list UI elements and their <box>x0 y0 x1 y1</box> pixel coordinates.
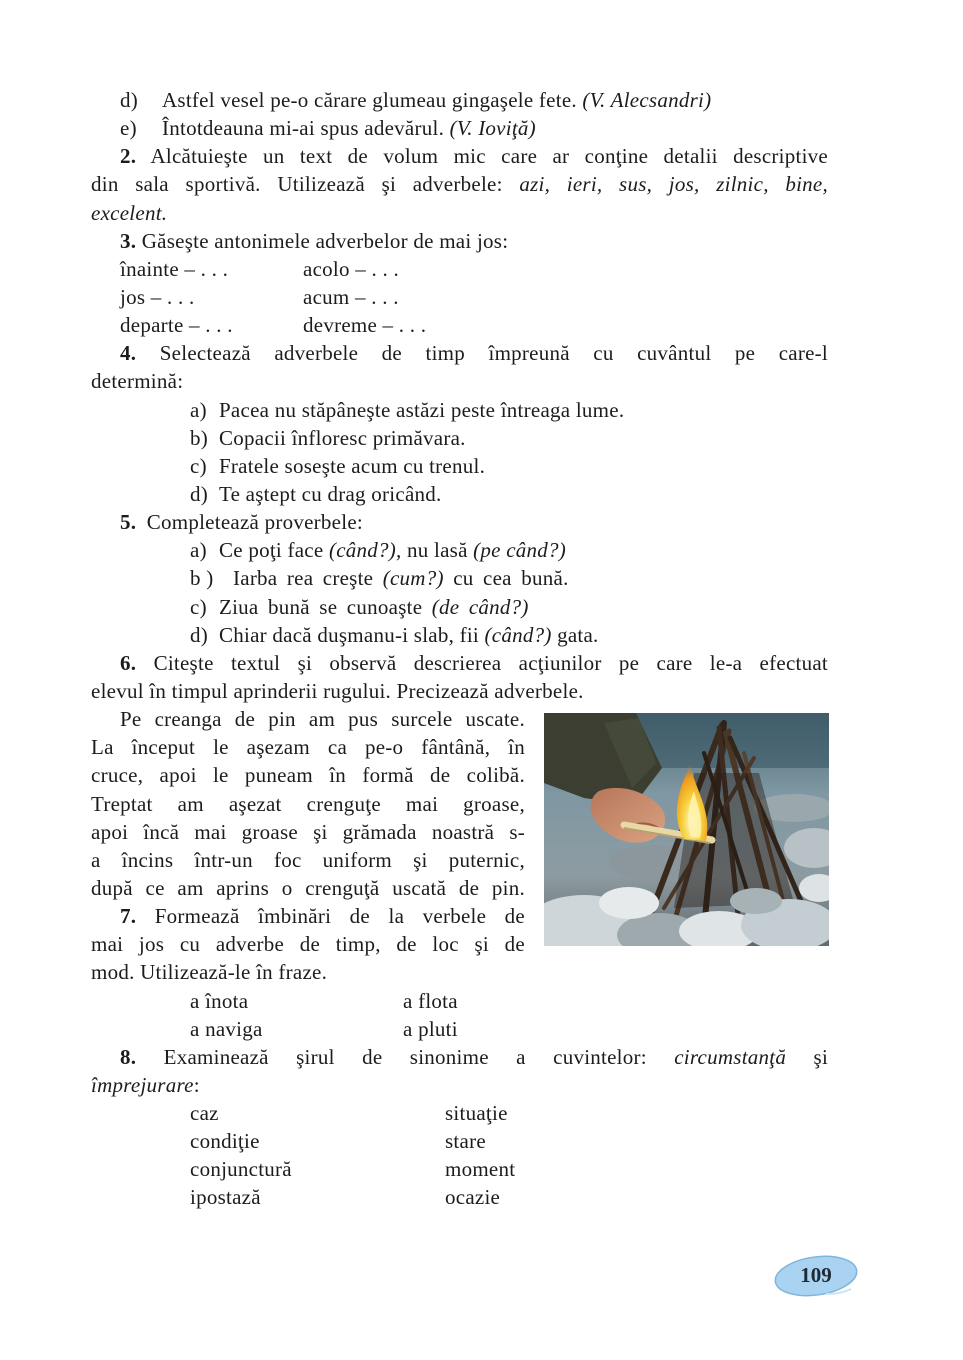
exercise-3-line-1 <box>91 227 828 255</box>
exercise-text: Formează îmbinări de la verbele de <box>154 904 526 929</box>
exercise-4-item-b <box>91 424 828 452</box>
passage-line: Pe creanga de pin am pus surcele uscate. <box>120 707 525 732</box>
sentence-source: (V. Alecsandri) <box>582 88 712 112</box>
item-sentence: Pacea nu stăpâneşte astăzi peste întreaga lume. <box>219 397 625 422</box>
synonym-row <box>91 1155 828 1183</box>
proverb-a <box>91 536 828 564</box>
synonym-row <box>91 1183 828 1211</box>
proverb-part: nu lasă <box>407 538 468 563</box>
exercise-7-line-2 <box>91 930 525 958</box>
campfire-photo <box>544 713 829 946</box>
item-sentence <box>162 86 711 114</box>
proverb-part: Iarba rea creşte <box>233 566 374 591</box>
item-letter: a) <box>190 538 207 563</box>
proverb-d <box>91 621 828 649</box>
exercise-4-item-a <box>91 396 828 424</box>
proverb-question: (cum?) <box>382 566 444 591</box>
proverb-b <box>91 564 828 592</box>
proverb-text <box>219 593 529 621</box>
exercise-text: Citeşte textul şi observă descrierea acţiunilor pe care le-a efectuat <box>153 650 828 675</box>
exercise-number: 5. <box>120 510 137 535</box>
synonym-right: stare <box>445 1129 486 1154</box>
exercise-text: elevul în timpul aprinderii rugului. Precizează adverbele. <box>91 678 584 703</box>
exercise-text: Completează proverbele: <box>146 510 363 535</box>
exercise-text: mai jos cu adverbe de timp, de loc şi de <box>91 932 525 957</box>
exercise-number: 6. <box>120 650 137 675</box>
synonym-left: conjunctură <box>190 1157 292 1182</box>
item-sentence <box>162 114 536 142</box>
synonym-left: caz <box>190 1101 219 1126</box>
synonym-right: moment <box>445 1157 516 1182</box>
item-sentence: Te aştept cu drag oricând. <box>219 481 442 506</box>
exercise-1-item-d <box>91 86 828 114</box>
passage-line: apoi încă mai groase şi grămada noastră s- <box>91 819 525 844</box>
exercise-text: din sala sportivă. Utilizează şi adverbele: <box>91 172 503 197</box>
antonym-right: acolo – . . . <box>303 256 399 281</box>
verb-row <box>91 1015 828 1043</box>
exercise-number: 3. <box>120 228 137 253</box>
synonym-right: ocazie <box>445 1185 501 1210</box>
exercise-4-line-1 <box>91 339 828 367</box>
exercise-text: mod. Utilizează-le în fraze. <box>91 960 328 985</box>
proverb-text <box>233 564 569 592</box>
exercise-1-item-e <box>91 114 828 142</box>
exercise-number: 2. <box>120 144 137 169</box>
adverb-list: excelent. <box>91 200 168 225</box>
exercise-number: 7. <box>120 904 137 929</box>
antonym-right: devreme – . . . <box>303 313 427 338</box>
page-number-badge <box>771 1252 861 1300</box>
exercise-5-line-1 <box>91 508 828 536</box>
item-sentence: Fratele soseşte acum cu trenul. <box>219 453 486 478</box>
exercise-number: 8. <box>120 1044 137 1069</box>
exercise-number: 4. <box>120 341 137 366</box>
item-letter: d) <box>190 622 208 647</box>
exercise-2-line-2 <box>91 170 828 198</box>
proverb-question: (când?), <box>328 538 402 563</box>
passage-line: La început le aşezam ca pe-o fântână, în <box>91 735 525 760</box>
antonym-row <box>91 255 828 283</box>
exercise-text: Selectează adverbele de timp împreună cu cuvântul pe care-l <box>159 341 828 366</box>
proverb-question: (de când?) <box>431 594 529 619</box>
synonym-left: ipostază <box>190 1185 261 1210</box>
adverb-list: azi, ieri, sus, jos, zilnic, bine, <box>519 172 828 197</box>
proverb-c <box>91 593 828 621</box>
passage-line: cruce, apoi le puneam în formă de colibă. <box>91 763 525 788</box>
exercise-4-item-c <box>91 452 828 480</box>
exercise-2-line-3 <box>91 199 828 227</box>
proverb-text <box>219 536 566 564</box>
proverb-part: cu cea bună. <box>453 566 569 591</box>
item-letter: c) <box>190 453 207 478</box>
exercise-4-line-2 <box>91 367 828 395</box>
exercise-6-line-1 <box>91 649 828 677</box>
keyword: împrejurare <box>91 1072 194 1097</box>
conjunction: şi <box>813 1044 829 1069</box>
item-letter: a) <box>190 397 207 422</box>
keyword: circumstanţă <box>674 1044 787 1069</box>
colon: : <box>193 1072 200 1097</box>
antonym-row <box>91 311 828 339</box>
verb-row <box>91 987 828 1015</box>
sentence-text: Astfel vesel pe-o cărare glumeau gingaşele fete. <box>162 88 577 112</box>
verb-left: a înota <box>190 988 249 1013</box>
item-letter: e) <box>120 116 137 141</box>
proverb-part: gata. <box>557 622 599 647</box>
campfire-illustration <box>544 713 829 946</box>
sentence-text: Întotdeauna mi-ai spus adevărul. <box>162 116 445 141</box>
exercise-4-item-d <box>91 480 828 508</box>
antonym-left: departe – . . . <box>120 313 233 338</box>
page-text <box>91 86 828 1212</box>
synonym-right: situaţie <box>445 1101 508 1126</box>
page-number: 109 <box>800 1263 832 1287</box>
item-letter: b ) <box>190 566 214 591</box>
synonym-left: condiţie <box>190 1129 260 1154</box>
antonym-right: acum – . . . <box>303 284 399 309</box>
antonym-left: jos – . . . <box>120 284 195 309</box>
exercise-7-line-1 <box>91 902 525 930</box>
proverb-question: (când?) <box>484 622 552 647</box>
exercise-6-line-2 <box>91 677 828 705</box>
exercise-text: Alcătuieşte un text de volum mic care ar conţine detalii descriptive <box>150 144 828 169</box>
synonym-row <box>91 1127 828 1155</box>
item-sentence: Copacii înfloresc primăvara. <box>219 425 466 450</box>
proverb-question: (pe când?) <box>473 538 567 563</box>
exercise-2-line-1 <box>91 142 828 170</box>
antonym-left: înainte – . . . <box>120 256 229 281</box>
item-letter: d) <box>120 88 138 112</box>
verb-right: a flota <box>403 988 458 1013</box>
proverb-text <box>219 621 599 649</box>
proverb-part: Chiar dacă duşmanu-i slab, fii <box>219 622 480 647</box>
exercise-text: determină: <box>91 369 184 394</box>
proverb-part: Ziua bună se cunoaşte <box>219 594 423 619</box>
item-letter: b) <box>190 425 208 450</box>
passage-line: Treptat am aşezat crenguţe mai groase, <box>91 791 525 816</box>
item-letter: d) <box>190 481 208 506</box>
item-letter: c) <box>190 594 207 619</box>
exercise-7-line-3 <box>91 958 828 986</box>
exercise-text: Examinează şirul de sinonime a cuvintelor: <box>163 1044 647 1069</box>
passage-line: după ce am aprins o crenguţă uscată de pin. <box>91 875 525 900</box>
passage-line: a încins într-un foc uniform şi puternic, <box>91 847 525 872</box>
proverb-part: Ce poţi face <box>219 538 324 563</box>
synonym-row <box>91 1099 828 1127</box>
antonym-row <box>91 283 828 311</box>
verb-right: a pluti <box>403 1016 458 1041</box>
sentence-source: (V. Ioviţă) <box>449 116 536 141</box>
exercise-text: Găseşte antonimele adverbelor de mai jos: <box>141 228 509 253</box>
exercise-8-line-2 <box>91 1071 828 1099</box>
exercise-8-line-1 <box>91 1043 828 1071</box>
verb-left: a naviga <box>190 1016 263 1041</box>
